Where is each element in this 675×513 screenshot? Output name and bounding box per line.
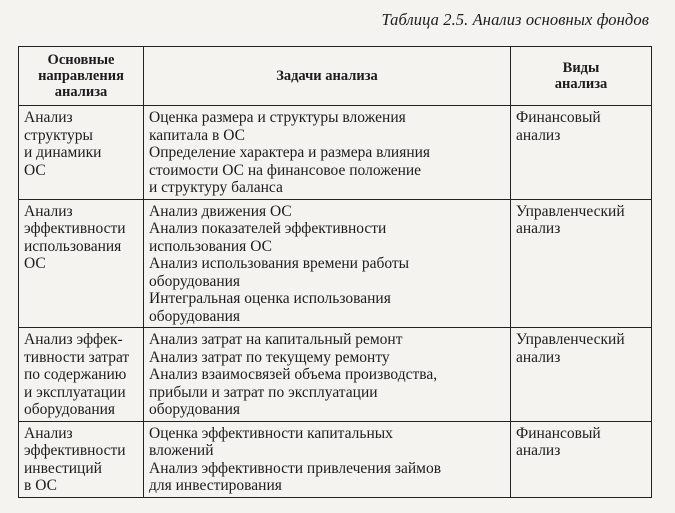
task-item (149, 203, 506, 221)
kind-line: Управленческий (516, 202, 625, 220)
cell-direction (19, 106, 144, 200)
header-tasks-line: Задачи анализа (276, 68, 378, 84)
task-line: стоимости ОС на финансовое положение (149, 161, 422, 179)
task-line: Оценка эффективности капитальных (149, 424, 393, 442)
direction-line: Анализ эффек- (24, 331, 123, 348)
header-tasks (144, 47, 511, 106)
task-item (149, 349, 506, 367)
task-line: прибыли и затрат по эксплуатации (149, 383, 378, 401)
task-line: Определение характера и размера влияния (149, 144, 431, 161)
cell-tasks (144, 106, 511, 200)
direction-line: эффективности (24, 220, 126, 237)
cell-direction (19, 199, 144, 328)
table-row (19, 421, 652, 497)
table-header (19, 47, 652, 106)
task-line: Анализ затрат на капитальный ремонт (149, 331, 403, 348)
table-caption: Таблица 2.5. Анализ основных фондов (381, 10, 649, 29)
direction-line: тивности затрат (24, 348, 130, 366)
table-row (19, 199, 652, 328)
cell-tasks (144, 328, 511, 422)
task-line: Анализ показателей эффективности (149, 220, 387, 237)
header-directions-line: направления (38, 68, 124, 84)
task-item (149, 366, 506, 419)
task-line: Анализ движения ОС (149, 202, 292, 220)
task-item (149, 255, 506, 290)
task-line: оборудования (149, 401, 241, 418)
task-item (149, 460, 506, 495)
cell-direction (19, 328, 144, 422)
direction-line: эффективности (24, 442, 126, 459)
task-line: Анализ использования времени работы (149, 255, 410, 272)
cell-tasks (144, 199, 511, 328)
cell-kind (511, 328, 652, 422)
direction-line: по содержанию (24, 366, 127, 383)
task-line: капитала в ОС (149, 126, 245, 144)
header-row (19, 47, 652, 106)
header-directions (19, 47, 144, 106)
direction-line: Анализ (24, 109, 73, 126)
task-item (149, 144, 506, 197)
task-line: Анализ эффективности привлечения займов (149, 459, 442, 477)
direction-line: ОС (24, 161, 46, 179)
task-line: Анализ взаимосвязей объема производства, (149, 366, 438, 383)
kind-line: анализ (516, 126, 561, 144)
direction-line: и динамики (24, 144, 102, 161)
direction-line: инвестиций (24, 459, 102, 477)
header-directions-line: Основные (47, 52, 115, 68)
direction-line: Анализ (24, 424, 73, 442)
header-kinds-line: Виды (562, 60, 600, 76)
cell-direction (19, 421, 144, 497)
direction-line: использования (24, 237, 122, 255)
cell-kind (511, 199, 652, 328)
cell-kind (511, 421, 652, 497)
kind-line: Финансовый (516, 424, 601, 442)
direction-line: ОС (24, 255, 46, 272)
kind-line: анализ (516, 442, 561, 459)
task-line: использования ОС (149, 237, 272, 255)
direction-line: и эксплуатации (24, 383, 126, 401)
header-kinds-line: анализа (554, 76, 608, 92)
task-item (149, 290, 506, 325)
direction-line: оборудования (24, 401, 116, 418)
kind-line: Управленческий (516, 331, 625, 348)
direction-line: в ОС (24, 477, 57, 494)
kind-line: анализ (516, 220, 561, 237)
task-item (149, 331, 506, 349)
cell-tasks (144, 421, 511, 497)
task-line: для инвестирования (149, 477, 282, 494)
task-line: Оценка размера и структуры вложения (149, 109, 406, 126)
cell-kind (511, 106, 652, 200)
direction-line: Анализ (24, 202, 73, 220)
task-line: вложений (149, 442, 214, 459)
direction-line: структуры (24, 126, 93, 144)
task-line: оборудования (149, 307, 241, 325)
task-line: Интегральная оценка использования (149, 290, 391, 307)
table-body (19, 106, 652, 498)
task-line: Анализ затрат по текущему ремонту (149, 348, 390, 366)
kind-line: анализ (516, 348, 561, 366)
header-kinds (511, 47, 652, 106)
kind-line: Финансовый (516, 109, 601, 126)
task-line: оборудования (149, 272, 241, 290)
table-row (19, 328, 652, 422)
task-item (149, 220, 506, 255)
task-item (149, 109, 506, 144)
fixed-assets-table-wrapper (18, 46, 651, 498)
task-line: и структуру баланса (149, 179, 283, 196)
fixed-assets-analysis-table (18, 46, 652, 498)
task-item (149, 425, 506, 460)
table-row (19, 106, 652, 200)
header-directions-line: анализа (54, 84, 108, 100)
